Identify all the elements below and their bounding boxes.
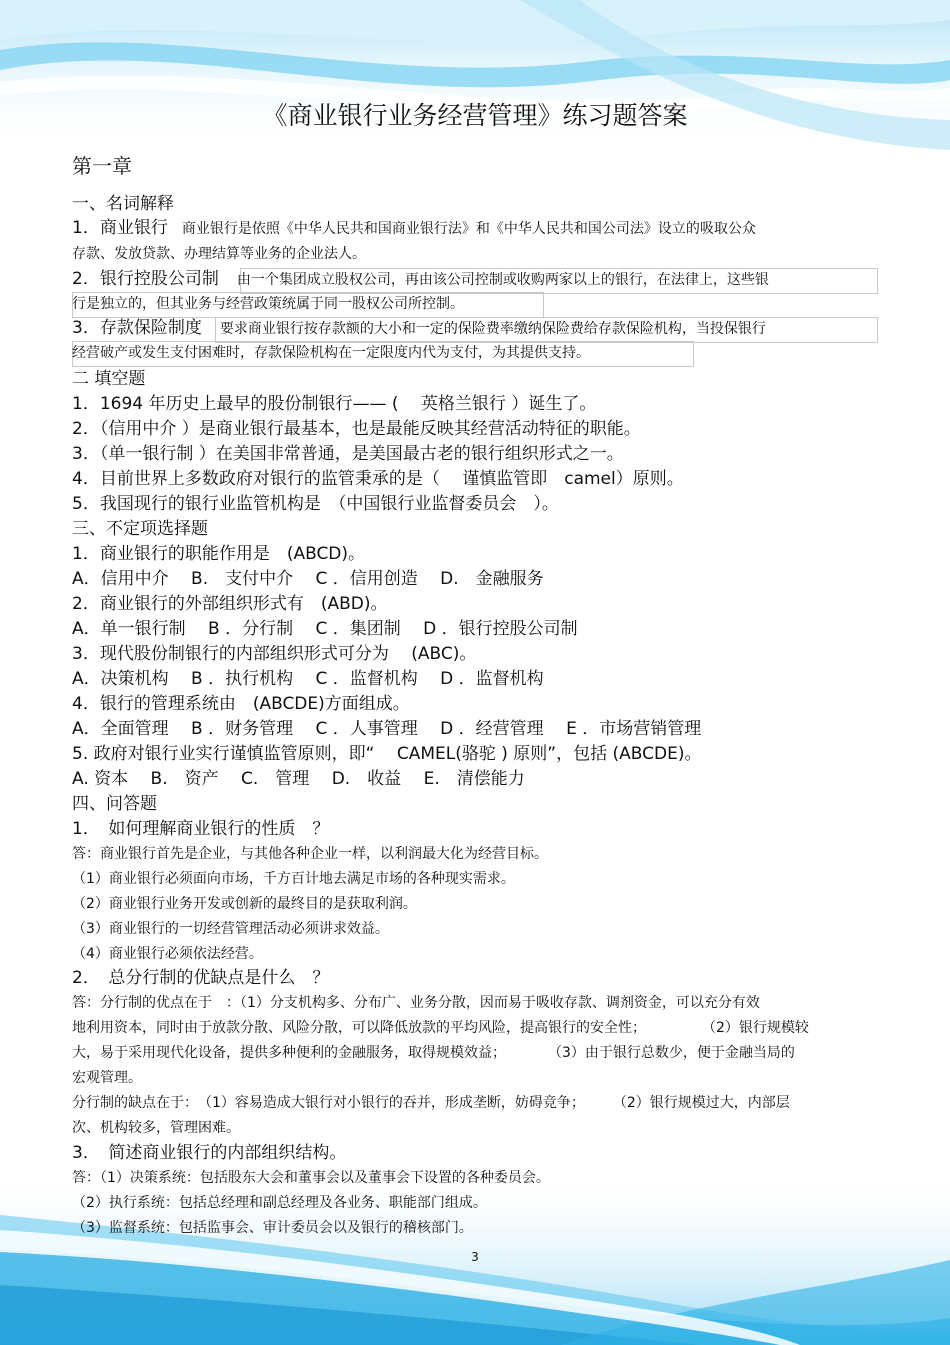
section-heading-definitions: 一、名词解释	[72, 194, 174, 214]
qa-answer-line: （3）商业银行的一切经营管理活动必须讲求效益。	[72, 921, 389, 937]
term-definition-cont: 行是独立的，但其业务与经营政策统属于同一股权公司所控制。	[72, 296, 464, 312]
qa-answer-line: 地利用资本，同时由于放款分散、风险分散，可以降低放款的平均风险，提高银行的安全性； （2）银行规模较	[72, 1020, 809, 1036]
term-definition: 商业银行是依照《中华人民共和国商业银行法》和《中华人民共和国公司法》设立的吸取公众	[181, 221, 756, 237]
qa-answer-line: 答：（1）决策系统：包括股东大会和董事会以及董事会下设置的各种委员会。	[72, 1170, 550, 1186]
qa-answer-line: （4）商业银行必须依法经营。	[72, 946, 263, 962]
choice-options: A．单一银行制 B ．分行制 C ．集团制 D ．银行控股公司制	[72, 619, 578, 639]
term-row	[72, 319, 766, 339]
choice-options: A．全面管理 B ．财务管理 C ．人事管理 D ．经营管理 E ．市场营销管理	[72, 719, 702, 739]
fill-blank-item: 5．我国现行的银行业监管机构是 （中国银行业监督委员会 ）。	[72, 494, 559, 514]
term-label: 2．银行控股公司制	[72, 269, 219, 289]
page-number: 3	[471, 1250, 479, 1264]
qa-question: 1． 如何理解商业银行的性质 ？	[72, 819, 330, 839]
choice-question: 2．商业银行的外部组织形式有 (ABD)。	[72, 594, 388, 614]
qa-question: 3． 简述商业银行的内部组织结构。	[72, 1143, 347, 1163]
choice-options: A. 资本 B. 资产 C. 管理 D. 收益 E. 清偿能力	[72, 769, 525, 789]
section-heading-fill-blank: 二 填空题	[72, 369, 146, 389]
term-definition-cont: 经营破产或发生支付困难时，存款保险机构在一定限度内代为支付，为其提供支持。	[72, 345, 590, 361]
choice-question: 5. 政府对银行业实行谨慎监管原则，即“ CAMEL(骆驼 ) 原则”，包括 (ABCDE)。	[72, 744, 702, 764]
term-definition: 要求商业银行按存款额的大小和一定的保险费率缴纳保险费给存款保险机构，当投保银行	[219, 321, 766, 337]
section-heading-qa: 四、问答题	[72, 794, 157, 814]
qa-answer-line: 宏观管理。	[72, 1070, 142, 1086]
qa-answer-line: （1）商业银行必须面向市场，千方百计地去满足市场的各种现实需求。	[72, 871, 515, 887]
qa-answer-line: （2）商业银行业务开发或创新的最终目的是获取利润。	[72, 896, 417, 912]
fill-blank-item: 4．目前世界上多数政府对银行的监管秉承的是（ 谨慎监管即 camel）原则。	[72, 469, 684, 489]
choice-options: A．决策机构 B ．执行机构 C ．监督机构 D ．监督机构	[72, 669, 544, 689]
qa-answer-line: 次、机构较多，管理困难。	[72, 1120, 240, 1136]
fill-blank-item: 1．1694 年历史上最早的股份制银行—— ( 英格兰银行 ）诞生了。	[72, 394, 597, 414]
term-row	[72, 270, 769, 290]
qa-answer-line: 分行制的缺点在于： （1）容易造成大银行对小银行的吞并，形成垄断，妨碍竞争； （2）银行规模过大，内部层	[72, 1095, 790, 1111]
choice-question: 1．商业银行的职能作用是 (ABCD)。	[72, 544, 366, 564]
term-row	[72, 219, 756, 239]
qa-answer-line: 答：分行制的优点在于 ：（1）分支机构多、分布广、业务分散，因而易于吸收存款、调剂资金，可以充分有效	[72, 995, 760, 1011]
section-heading-multiple-choice: 三、不定项选择题	[72, 519, 208, 539]
term-label: 1．商业银行	[72, 218, 168, 238]
qa-answer-line: （2）执行系统：包括总经理和副总经理及各业务、职能部门组成。	[72, 1195, 487, 1211]
qa-answer-line: 大，易于采用现代化设备，提供多种便利的金融服务，取得规模效益； （3）由于银行总数少，便于金融当局的	[72, 1045, 795, 1061]
qa-answer-line: 答：商业银行首先是企业，与其他各种企业一样，以利润最大化为经营目标。	[72, 846, 548, 862]
chapter-heading: 第一章	[72, 154, 132, 178]
qa-question: 2． 总分行制的优缺点是什么 ？	[72, 968, 330, 988]
choice-options: A．信用中介 B. 支付中介 C ．信用创造 D. 金融服务	[72, 569, 544, 589]
choice-question: 3．现代股份制银行的内部组织形式可分为 (ABC)。	[72, 644, 477, 664]
term-definition-cont: 存款、发放贷款、办理结算等业务的企业法人。	[72, 246, 366, 262]
fill-blank-item: 2．（信用中介 ）是商业银行最基本，也是最能反映其经营活动特征的职能。	[72, 419, 641, 439]
fill-blank-item: 3．（单一银行制 ）在美国非常普通，是美国最古老的银行组织形式之一。	[72, 444, 624, 464]
qa-answer-line: （3）监督系统：包括监事会、审计委员会以及银行的稽核部门。	[72, 1220, 473, 1236]
page-title: 《商业银行业务经营管理》练习题答案	[262, 101, 688, 130]
choice-question: 4．银行的管理系统由 (ABCDE)方面组成。	[72, 694, 410, 714]
term-definition: 由一个集团成立股权公司，再由该公司控制或收购两家以上的银行，在法律上，这些银	[236, 272, 769, 288]
term-label: 3．存款保险制度	[72, 318, 202, 338]
